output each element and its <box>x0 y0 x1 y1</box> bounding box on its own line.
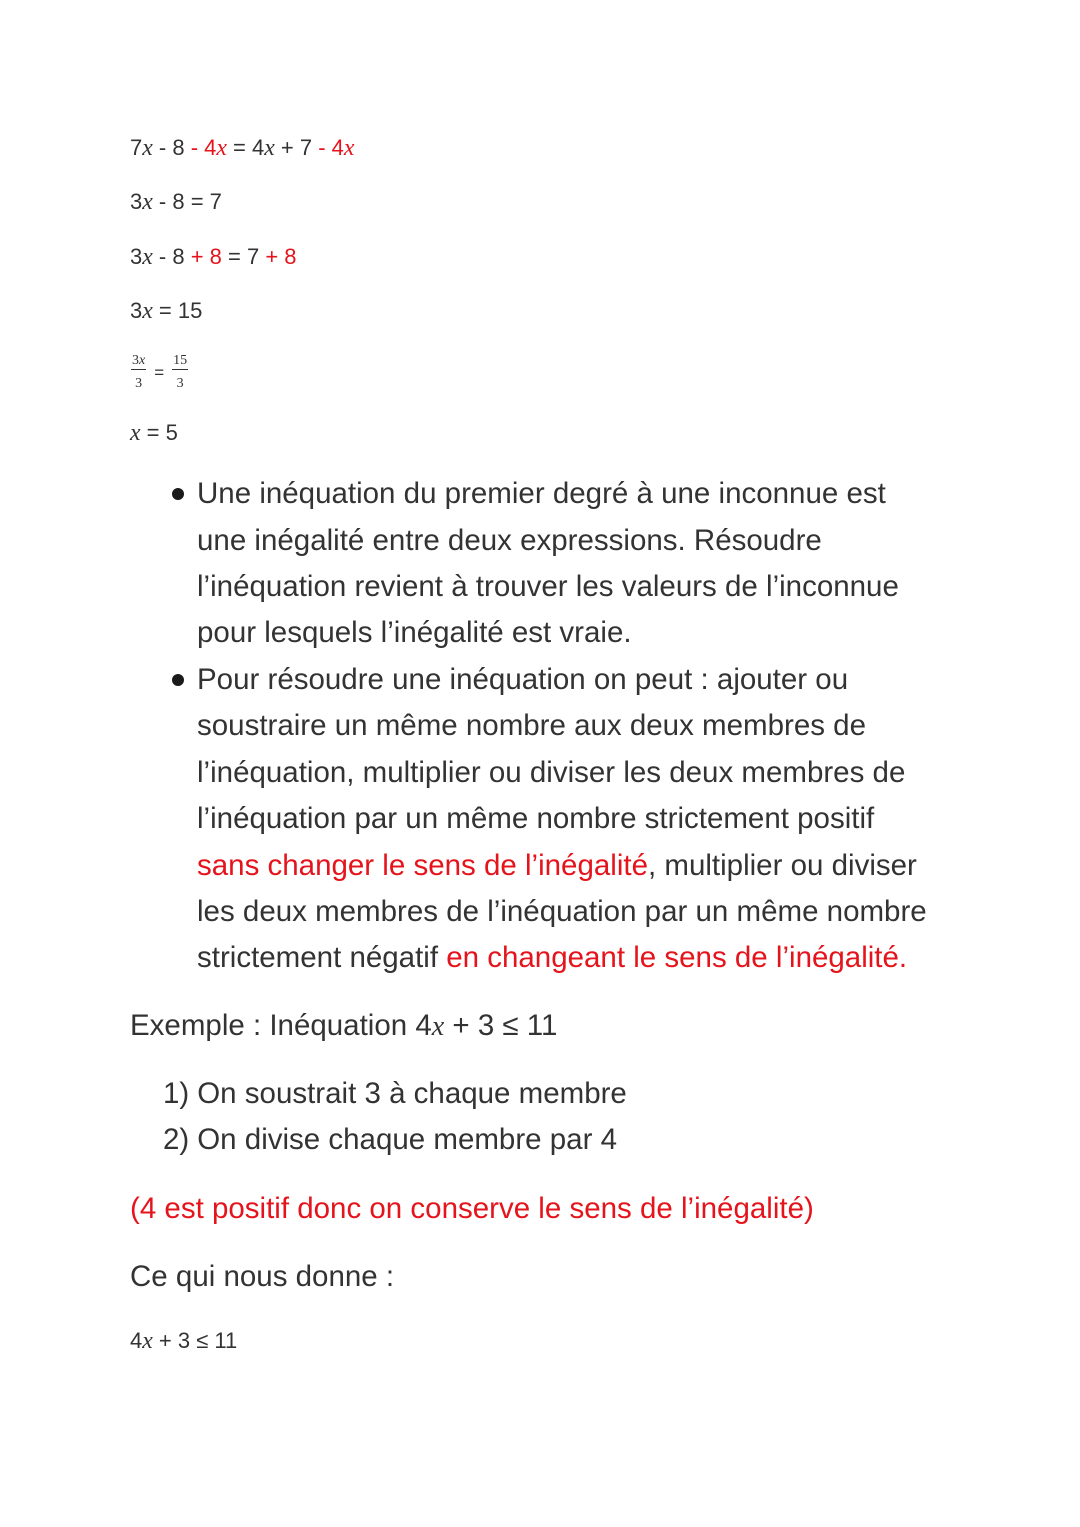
equation-term: 3 <box>130 298 143 323</box>
variable-x: x <box>142 189 153 215</box>
equation-term: - 8 <box>152 244 191 269</box>
fraction-right <box>172 354 188 391</box>
fraction-numerator: 15 <box>173 353 188 368</box>
variable-x: x <box>142 298 153 324</box>
variable-x: x <box>142 1328 153 1354</box>
fraction-equation <box>131 354 188 391</box>
fraction-denominator: 3 <box>135 376 143 391</box>
highlight-text: en changeant le sens de l’inégalité. <box>446 941 908 974</box>
bullet-line: une inégalité entre deux expressions. Résoudre <box>197 524 822 557</box>
highlight-note: (4 est positif donc on conserve le sens de l’inégalité) <box>130 1192 814 1225</box>
bullet-line: soustraire un même nombre aux deux membres de <box>197 709 866 742</box>
list-text: On divise chaque membre par 4 <box>197 1123 618 1156</box>
body-text: , multiplier ou diviser <box>647 849 917 882</box>
body-text: + 3 ≤ 11 <box>444 1009 558 1042</box>
variable-x: x <box>216 135 227 161</box>
bullet-line: Une inéquation du premier degré à une inconnue est <box>197 477 886 510</box>
equation-term: 3 <box>130 244 143 269</box>
equation-line <box>130 187 222 217</box>
conclusion-text: Ce qui nous donne : <box>130 1260 395 1293</box>
equation-term: = 15 <box>152 298 203 323</box>
equation-term-highlight: - 4 <box>190 135 217 160</box>
equation-term-highlight: - 4 <box>318 135 344 160</box>
list-number: 2) <box>163 1123 190 1156</box>
bullet-line: pour lesquels l’inégalité est vraie. <box>197 616 632 649</box>
variable-x: x <box>264 135 275 161</box>
equation-term: 3 <box>130 189 143 214</box>
example-heading <box>130 1006 557 1047</box>
bullet-line <box>197 846 917 886</box>
equation-term: - 8 = 7 <box>152 189 222 214</box>
fraction-numerator <box>131 354 146 370</box>
fraction-digit: 3 <box>132 353 139 368</box>
fraction-left <box>131 354 146 391</box>
bullet-line: l’inéquation par un même nombre strictement positif <box>197 802 875 835</box>
fraction-denominator: 3 <box>176 376 184 391</box>
highlight-text: sans changer le sens de l’inégalité <box>197 849 648 882</box>
equation-line <box>130 242 297 272</box>
bullet-line: les deux membres de l’inéquation par un même nombre <box>197 895 927 928</box>
equation-term-highlight: + 8 <box>265 244 297 269</box>
equation-term: 7 <box>130 135 143 160</box>
equation-term: + 7 <box>274 135 319 160</box>
equation-term: 4 <box>130 1328 143 1353</box>
variable-x: x <box>431 1011 445 1042</box>
equation-term: - 8 <box>152 135 191 160</box>
list-number: 1) <box>163 1077 190 1110</box>
variable-x: x <box>343 135 355 161</box>
bullet-line: l’inéquation, multiplier ou diviser les deux membres de <box>197 756 906 789</box>
body-text: strictement négatif <box>197 941 447 974</box>
bullet-line: l’inéquation revient à trouver les valeurs de l’inconnue <box>197 570 899 603</box>
equation-term: = 7 <box>221 244 266 269</box>
bullet-dot <box>172 488 184 500</box>
list-item <box>163 1120 617 1160</box>
bullet-line: Pour résoudre une inéquation on peut : ajouter ou <box>197 663 849 696</box>
equation-line <box>130 1326 237 1356</box>
variable-x: x <box>130 420 141 446</box>
equation-term: = 4 <box>226 135 265 160</box>
equals-sign: = <box>154 362 165 382</box>
list-text: On soustrait 3 à chaque membre <box>197 1077 627 1110</box>
list-item <box>163 1074 627 1114</box>
body-text: Exemple : Inéquation 4 <box>130 1009 432 1042</box>
equation-term: + 3 ≤ 11 <box>152 1328 238 1353</box>
equation-line <box>130 296 202 326</box>
equation-term-highlight: + 8 <box>190 244 222 269</box>
equation-line <box>130 418 178 448</box>
equation-line <box>130 133 354 163</box>
variable-x: x <box>139 353 146 368</box>
bullet-line <box>197 938 907 978</box>
variable-x: x <box>142 135 153 161</box>
variable-x: x <box>142 244 153 270</box>
equation-term: = 5 <box>140 420 178 445</box>
bullet-dot <box>172 674 184 686</box>
